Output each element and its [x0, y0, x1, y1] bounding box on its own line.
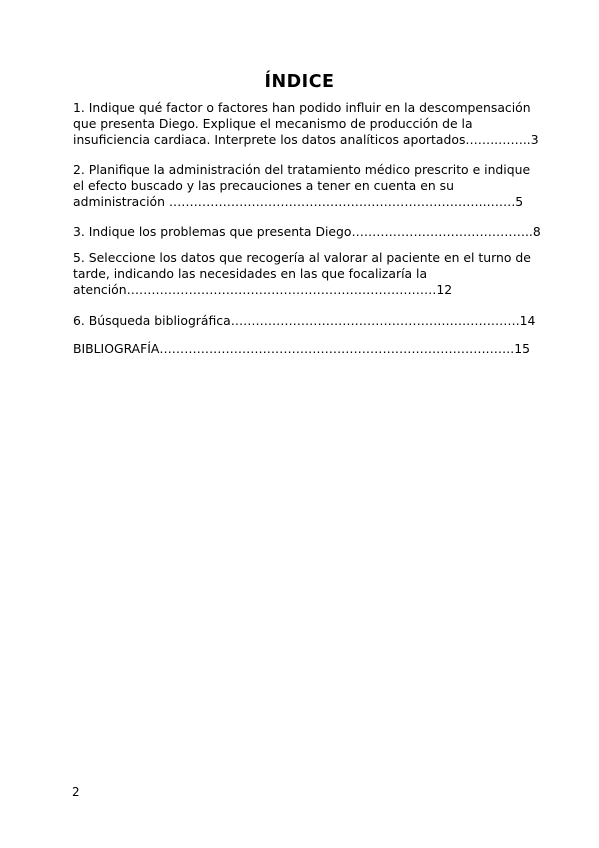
toc-entry-line: 6. Búsqueda bibliográfica…………………………………………………………….14 — [73, 313, 536, 328]
toc-entry-6 — [73, 313, 536, 329]
toc-entry-line: 1. Indique qué factor o factores han podido influir en la descompensación — [73, 100, 531, 115]
toc-entry-bibliography — [73, 341, 528, 357]
toc-entry-line: tarde, indicando las necesidades en las que focalizaría la — [73, 266, 428, 281]
toc-entry-line: atención…………………………………………………………………12 — [73, 282, 453, 297]
toc-entry-line: que presenta Diego. Explique el mecanismo de producción de la — [73, 116, 473, 131]
toc-entry-line: insuficiencia cardiaca. Interprete los datos analíticos aportados……..……..3 — [73, 132, 539, 147]
toc-entry-1 — [73, 100, 539, 148]
toc-entry-2 — [73, 162, 531, 210]
toc-entry-line: administración …………………………………………………………………..…….5 — [73, 194, 524, 209]
toc-entry-5 — [73, 250, 531, 298]
index-title: ÍNDICE — [264, 72, 335, 92]
toc-entry-line: 5. Seleccione los datos que recogería al valorar al paciente en el turno de — [73, 250, 531, 265]
toc-entry-line: el efecto buscado y las precauciones a tener en cuenta en su — [73, 178, 454, 193]
toc-entry-line: 2. Planifique la administración del tratamiento médico prescrito e indique — [73, 162, 531, 177]
page-number: 2 — [72, 785, 80, 799]
toc-entry-line: 3. Indique los problemas que presenta Diego……………………………………..8 — [73, 224, 541, 239]
toc-entry-line: BIBLIOGRAFÍA…………………………………………………………………….…….15 — [73, 341, 530, 356]
toc-entry-3 — [73, 224, 541, 240]
